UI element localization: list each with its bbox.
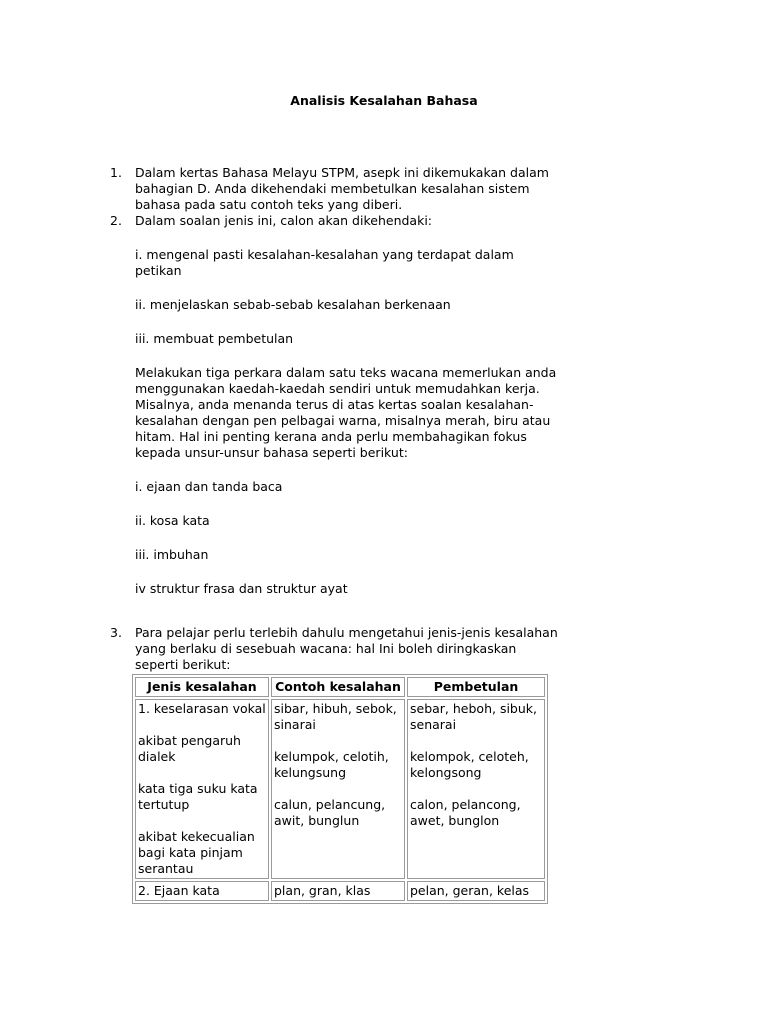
language-element: ii. kosa kata <box>135 513 210 528</box>
header-pembetulan: Pembetulan <box>407 677 545 697</box>
table-row <box>135 699 545 879</box>
list-number: 3. <box>110 625 122 640</box>
page-title: Analisis Kesalahan Bahasa <box>290 93 478 108</box>
table-header-row <box>135 677 545 697</box>
cell-contoh <box>271 699 405 879</box>
numbered-list <box>110 165 560 904</box>
list-item-text: Dalam kertas Bahasa Melayu STPM, asepk ini dikemukakan dalam bahagian D. Anda dikehendaki membetulkan kesalahan sistem bahasa pada satu contoh teks yang diberi. <box>135 165 549 212</box>
subpoint: iii. membuat pembetulan <box>135 331 294 346</box>
list-item-3 <box>110 625 560 904</box>
language-element: iv struktur frasa dan struktur ayat <box>135 581 348 596</box>
language-element: iii. imbuhan <box>135 547 209 562</box>
cell-text: 1. keselarasan vokal <box>138 701 266 716</box>
explanation-paragraph: Melakukan tiga perkara dalam satu teks wacana memerlukan anda menggunakan kaedah-kaedah sendiri untuk memudahkan kerja. Misalnya, anda menanda terus di atas kertas soalan kesalahan-kesalahan dengan pen pelbagai warna, misalnya merah, biru atau hitam. Hal ini penting kerana anda perlu membahagikan fokus kepada unsur-unsur bahasa seperti berikut: <box>135 365 557 460</box>
cell-text: kelompok, celoteh, kelongsong <box>410 749 529 780</box>
header-contoh-kesalahan: Contoh kesalahan <box>271 677 405 697</box>
list-number: 2. <box>110 213 122 228</box>
list-item-text: Para pelajar perlu terlebih dahulu mengetahui jenis-jenis kesalahan yang berlaku di sesebuah wacana: hal Ini boleh diringkaskan seperti berikut: <box>135 625 558 672</box>
subpoint: ii. menjelaskan sebab-sebab kesalahan berkenaan <box>135 297 451 312</box>
cell-text: sibar, hibuh, sebok, sinarai <box>274 701 397 732</box>
list-number: 1. <box>110 165 122 180</box>
subpoint: i. mengenal pasti kesalahan-kesalahan yang terdapat dalam petikan <box>135 247 514 278</box>
cell-text: kelumpok, celotih, kelungsung <box>274 749 389 780</box>
list-item-2 <box>110 213 560 597</box>
cell-jenis <box>135 699 269 879</box>
list-item-text: Dalam soalan jenis ini, calon akan dikehendaki: <box>135 213 433 228</box>
cell-text: calon, pelancong, awet, bunglon <box>410 797 521 828</box>
error-types-table <box>132 674 548 904</box>
header-jenis-kesalahan: Jenis kesalahan <box>135 677 269 697</box>
language-element: i. ejaan dan tanda baca <box>135 479 283 494</box>
list-item-1 <box>110 165 560 213</box>
cell-jenis: 2. Ejaan kata <box>135 881 269 901</box>
cell-contoh: plan, gran, klas <box>271 881 405 901</box>
cell-pembetulan <box>407 699 545 879</box>
table-row <box>135 881 545 901</box>
cell-text: sebar, heboh, sibuk, senarai <box>410 701 538 732</box>
cell-pembetulan: pelan, geran, kelas <box>407 881 545 901</box>
cell-text: akibat pengaruh dialek <box>138 733 241 764</box>
cell-text: kata tiga suku kata tertutup <box>138 781 258 812</box>
cell-text: calun, pelancung, awit, bunglun <box>274 797 386 828</box>
cell-text: akibat kekecualian bagi kata pinjam serantau <box>138 829 255 876</box>
